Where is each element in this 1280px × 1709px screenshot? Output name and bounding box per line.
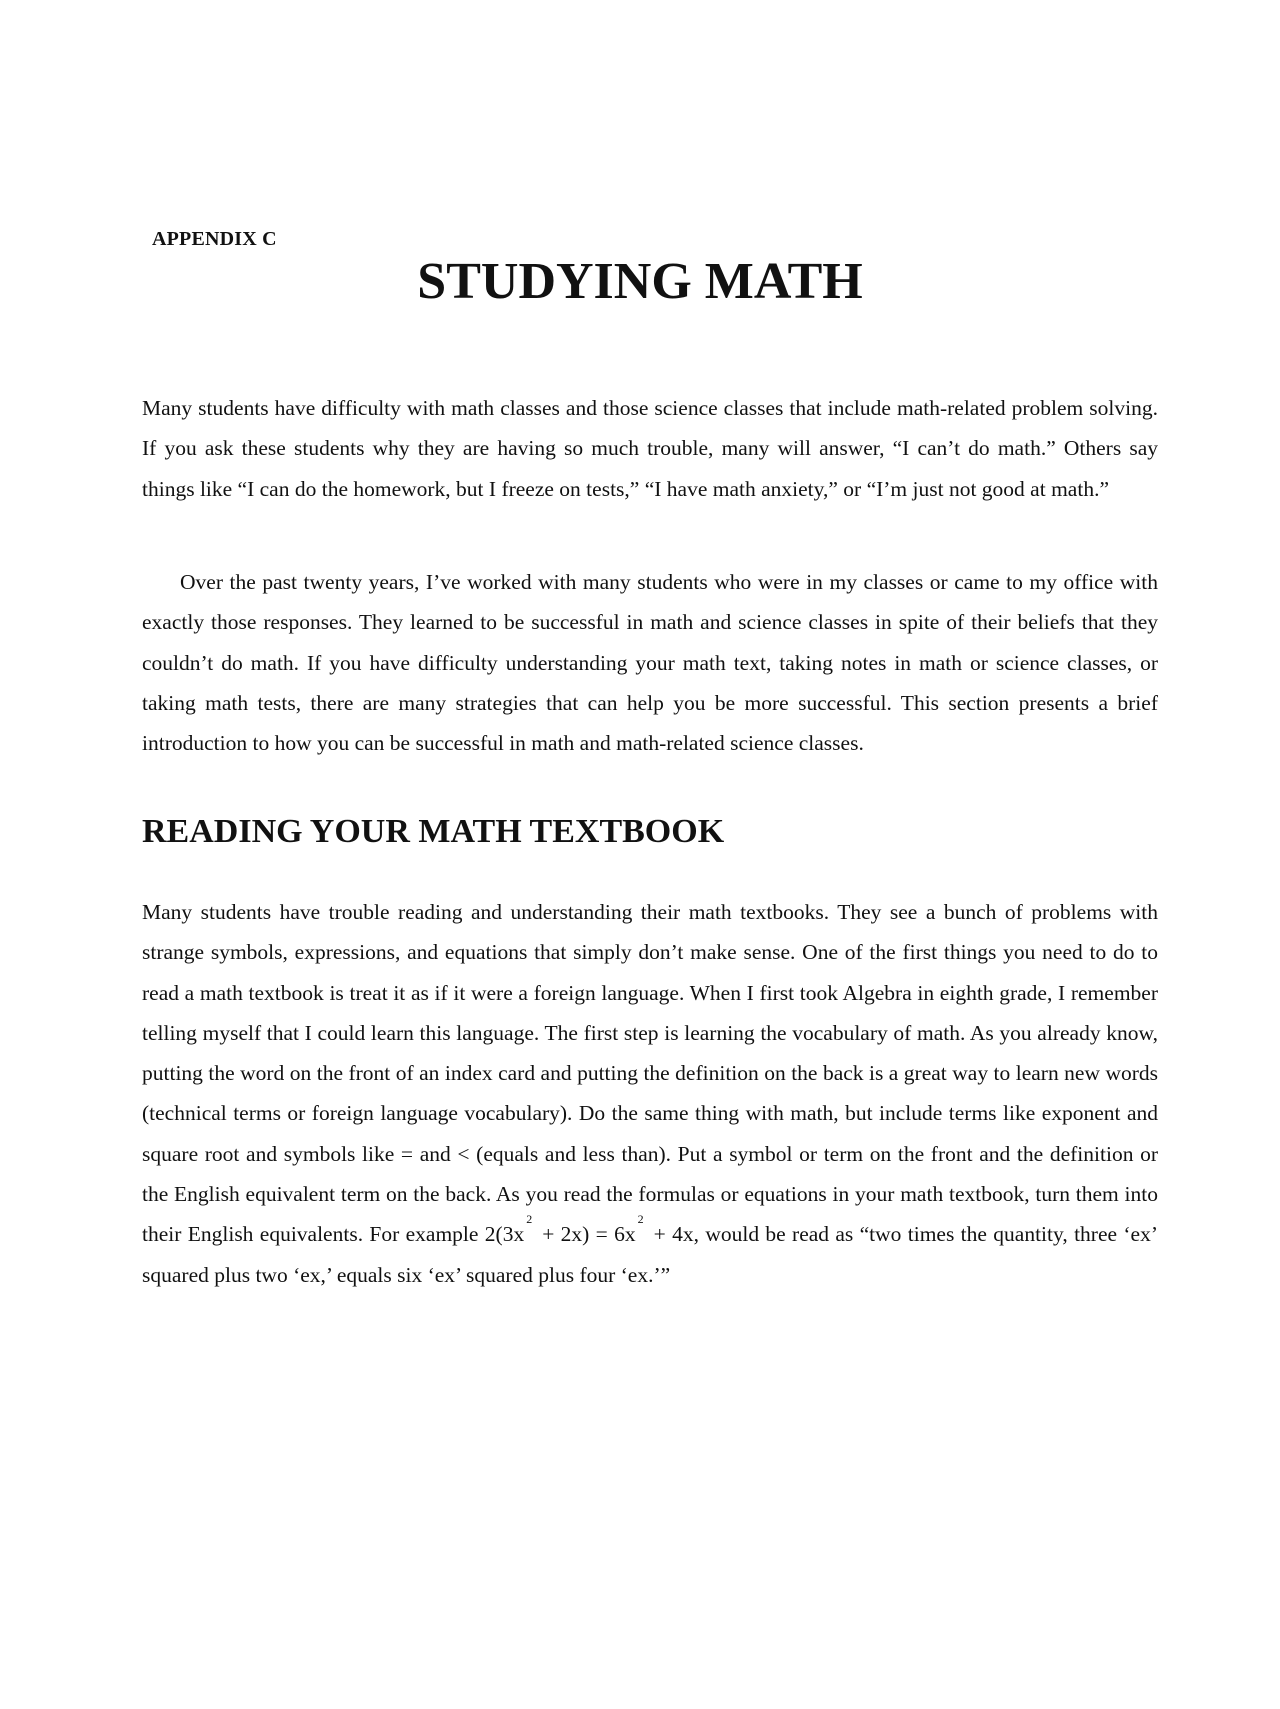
section-paragraph-part-3: + 4x, would be read as “two times the quantity, three ‘ex’ squared plus two ‘ex,’ equals six ‘ex’ squared plus four ‘ex.’” [142, 1222, 1158, 1287]
section-heading: READING YOUR MATH TEXTBOOK [142, 813, 725, 850]
exponent-superscript: 2 [637, 1212, 644, 1227]
intro-paragraph-1: Many students have difficulty with math classes and those science classes that include math-related problem solving. If you ask these students why they are having so much trouble, many will answer, “I can’t do math.” Others say things like “I can do the homework, but I freeze on tests,” “I have math anxiety,” or “I’m just not good at math.” [142, 396, 1158, 501]
intro-paragraph-2: Over the past twenty years, I’ve worked with many students who were in my classes or came to my office with exactly those responses. They learned to be successful in math and science classes in spite of their beliefs that they couldn’t do math. If you have difficulty understanding your math text, taking notes in math or science classes, or taking math tests, there are many strategies that can help you be more successful. This section presents a brief introduction to how you can be successful in math and math-related science classes. [142, 570, 1158, 756]
section-paragraph-part-1: Many students have trouble reading and understanding their math textbooks. They see a bunch of problems with strange symbols, expressions, and equations that simply don’t make sense. One of the first things you need to do to read a math textbook is treat it as if it were a foreign language. When I first took Algebra in eighth grade, I remember telling myself that I could learn this language. The first step is learning the vocabulary of math. As you already know, putting the word on the front of an index card and putting the definition on the back is a great way to learn new words (technical terms or foreign language vocabulary). Do the same thing with math, but include terms like exponent and square root and symbols like = and < (equals and less than). Put a symbol or term on the front and the definition or the English equivalent term on the back. As you read the formulas or equations in your math textbook, turn them into their English equivalents. For example 2(3x [142, 900, 1158, 1247]
page-title: STUDYING MATH [417, 253, 863, 310]
exponent-superscript: 2 [526, 1212, 533, 1227]
section-paragraph-part-2: + 2x) = 6x [542, 1222, 636, 1247]
section-paragraph [142, 892, 1158, 1295]
appendix-label: APPENDIX C [152, 228, 277, 250]
